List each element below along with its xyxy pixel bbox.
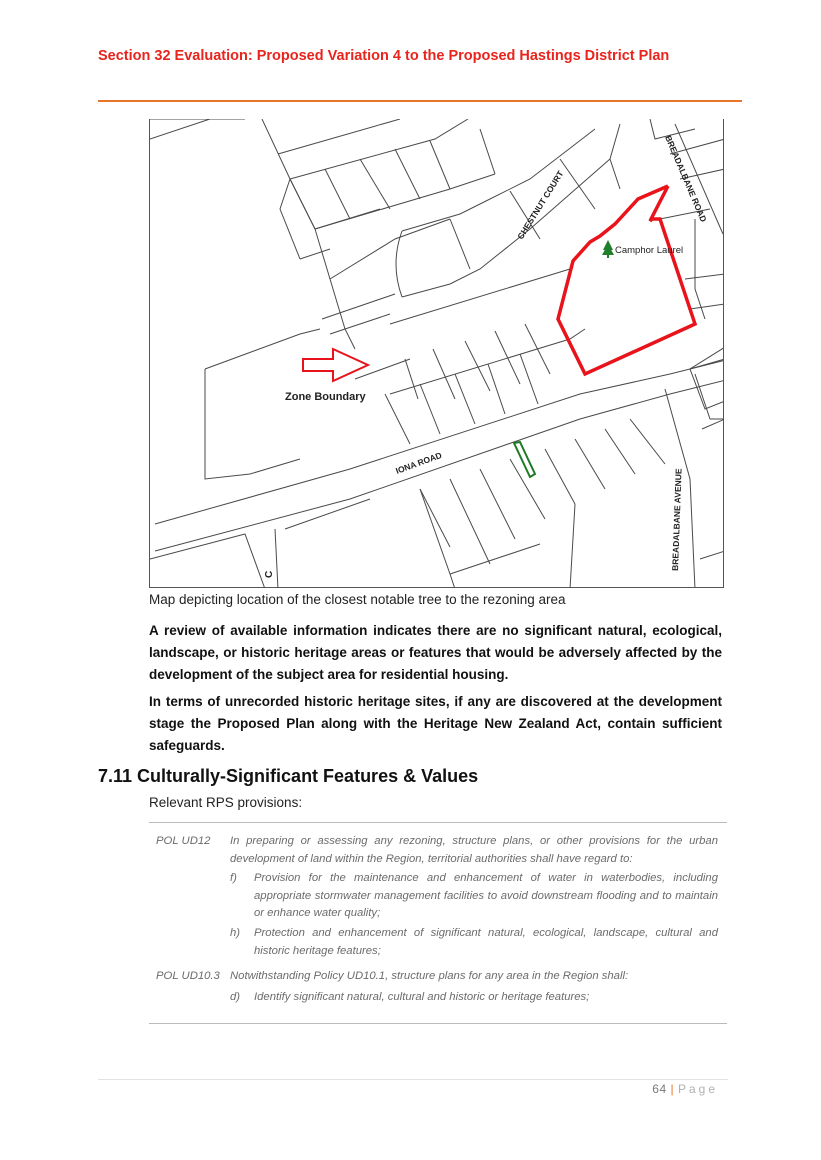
policy-item-text: Provision for the maintenance and enhancement of water in waterbodies, including appropriate stormwater management facilities to avoid downstream flooding and to maintain or enhance water quality; <box>254 872 718 919</box>
policy-text: Notwithstanding Policy UD10.1, structure plans for any area in the Region shall: <box>230 970 629 982</box>
map-caption: Map depicting location of the closest notable tree to the rezoning area <box>149 592 566 607</box>
review-paragraph: A review of available information indicates there are no significant natural, ecological, landscape, or historic heritage areas or features that would be adversely affected by the development of the subject area for residential housing. <box>149 623 722 682</box>
rezoning-area-outline <box>558 186 695 374</box>
right-arrow-icon <box>303 349 368 381</box>
label-chestnut-court: CHESTNUT COURT <box>515 168 566 242</box>
footer-separator: | <box>670 1082 675 1096</box>
map-canvas <box>150 119 723 587</box>
page-footer <box>652 1082 718 1096</box>
page-word: Page <box>677 1082 718 1096</box>
policy-text: In preparing or assessing any rezoning, structure plans, or other provisions for the urban development of land within the Region, territorial authorities shall have regard to: <box>230 835 718 865</box>
policy-table <box>149 822 727 1024</box>
policy-item-letter: f) <box>230 872 237 884</box>
footer-divider <box>98 1079 728 1080</box>
policy-item-letter: h) <box>230 927 241 939</box>
policy-item-text: Identify significant natural, cultural and historic or heritage features; <box>254 991 590 1003</box>
policy-item-text: Protection and enhancement of significant natural, ecological, landscape, cultural and historic heritage features; <box>254 927 718 957</box>
rps-provisions-label: Relevant RPS provisions: <box>149 795 303 810</box>
policy-code: POL UD12 <box>156 835 211 847</box>
policy-code: POL UD10.3 <box>156 970 220 982</box>
parcel-lines <box>150 119 723 587</box>
page-number: 64 <box>652 1082 667 1096</box>
section-heading: 7.11 Culturally-Significant Features & Values <box>98 766 479 786</box>
label-breadalbane-road: BREADALBANE ROAD <box>663 133 709 224</box>
location-map <box>149 119 724 588</box>
page-header-title: Section 32 Evaluation: Proposed Variation 4 to the Proposed Hastings District Plan <box>98 48 670 64</box>
label-camphor-laurel: Camphor Laurel <box>615 245 684 256</box>
heritage-paragraph: In terms of unrecorded historic heritage sites, if any are discovered at the development stage the Proposed Plan along with the Heritage New Zealand Act, contain sufficient safeguards. <box>149 694 722 753</box>
tree-icon <box>602 240 614 258</box>
header-divider <box>98 100 742 102</box>
label-corner-mark: C <box>264 570 275 578</box>
label-breadalbane-avenue: BREADALBANE AVENUE <box>670 468 684 572</box>
label-zone-boundary: Zone Boundary <box>285 391 366 403</box>
label-iona-road: IONA ROAD <box>394 449 444 476</box>
policy-item-letter: d) <box>230 991 241 1003</box>
